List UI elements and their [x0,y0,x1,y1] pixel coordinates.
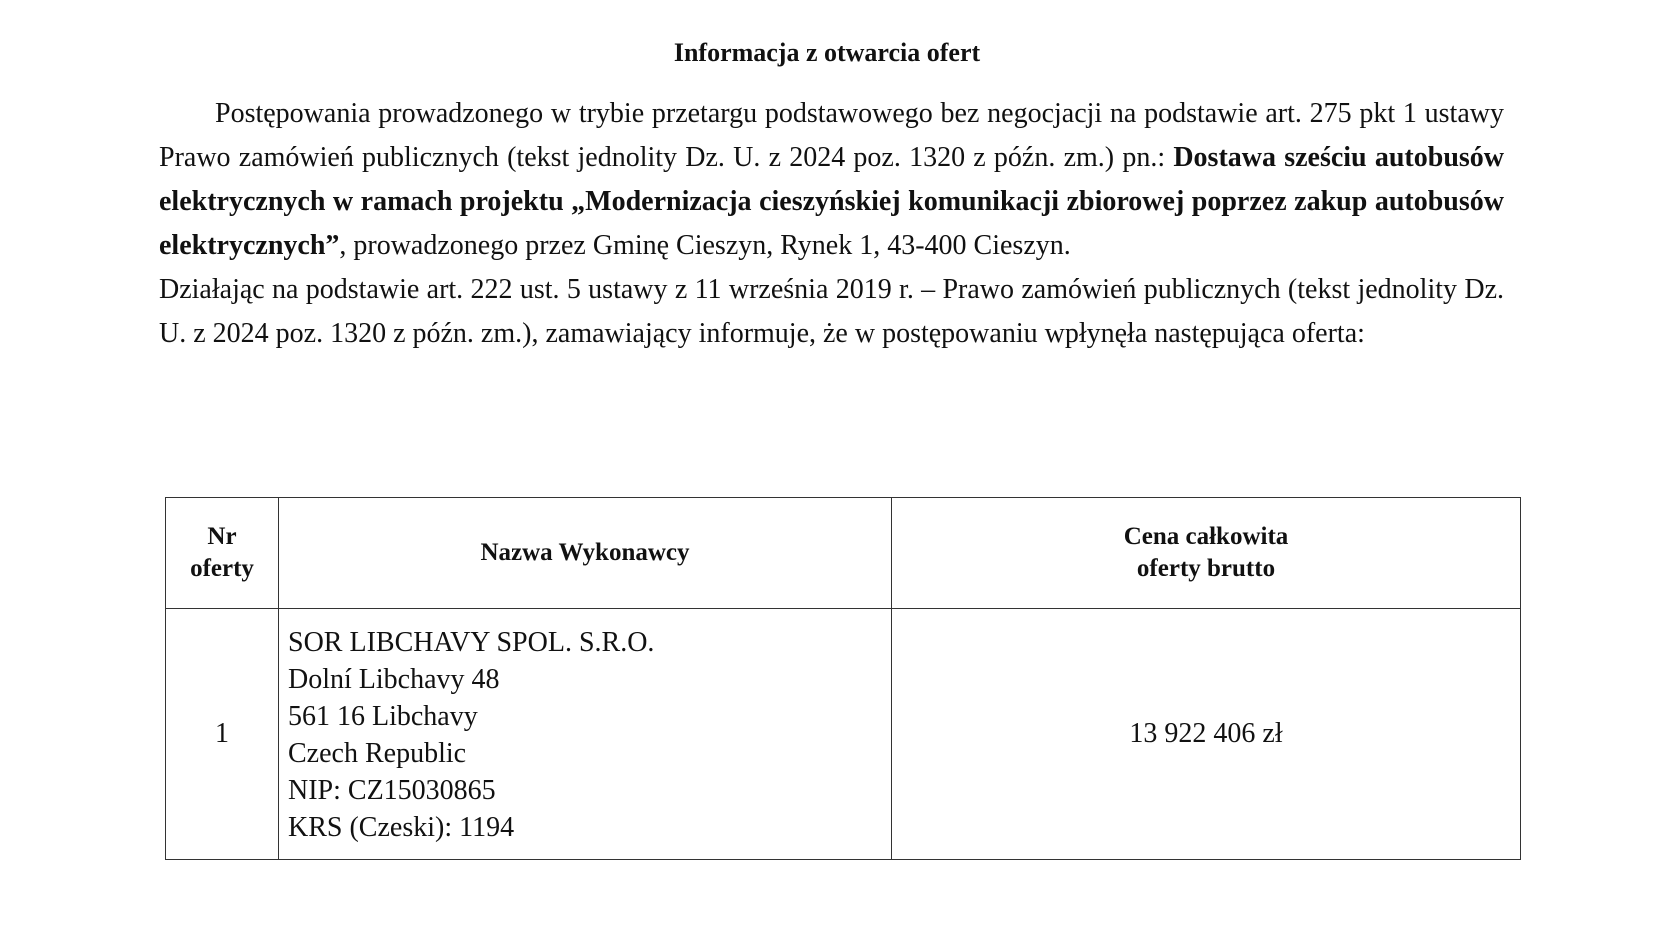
header-contractor-name: Nazwa Wykonawcy [279,498,892,609]
table-row [166,609,1521,860]
contractor-street: Dolní Libchavy 48 [288,664,500,695]
intro-text-before: Postępowania prowadzonego w trybie przetargu podstawowego bez negocjacji na podstawie art. 275 pkt 1 ustawy Prawo zamówień publicznych (tekst jednolity Dz. U. z 2024 poz. 1320 z późn. zm.) pn.: [159,98,1504,173]
contractor-postal-city: 561 16 Libchavy [288,701,478,732]
contractor-cell [279,609,892,860]
contractor-krs: KRS (Czeski): 1194 [288,812,515,843]
offers-table [165,497,1521,860]
header-total-price: Cena całkowita oferty brutto [892,498,1521,609]
contractor-nip: NIP: CZ15030865 [288,775,496,806]
contractor-country: Czech Republic [288,738,467,769]
procurement-subject: Dostawa sześciu autobusów elektrycznych w ramach projektu „Modernizacja cieszyńskiej komunikacji zbiorowej poprzez zakup autobusów elektrycznych” [159,142,1505,261]
notice-paragraph: Działając na podstawie art. 222 ust. 5 ustawy z 11 września 2019 r. – Prawo zamówień publicznych (tekst jednolity Dz. U. z 2024 poz. 1320 z późn. zm.), zamawiający informuje, że w postępowaniu wpłynęła następująca oferta: [159,274,1504,349]
intro-paragraph [159,92,1504,268]
intro-text-after: , prowadzonego przez Gminę Cieszyn, Rynek 1, 43-400 Cieszyn. [339,230,1071,261]
document-body [159,92,1504,356]
offer-price-cell: 13 922 406 zł [892,609,1521,860]
contractor-company-name: SOR LIBCHAVY SPOL. S.R.O. [288,627,655,658]
page-title: Informacja z otwarcia ofert [673,38,981,67]
header-offer-number: Nr oferty [166,498,279,609]
offer-number-cell: 1 [166,609,279,860]
table-header-row [166,498,1521,609]
